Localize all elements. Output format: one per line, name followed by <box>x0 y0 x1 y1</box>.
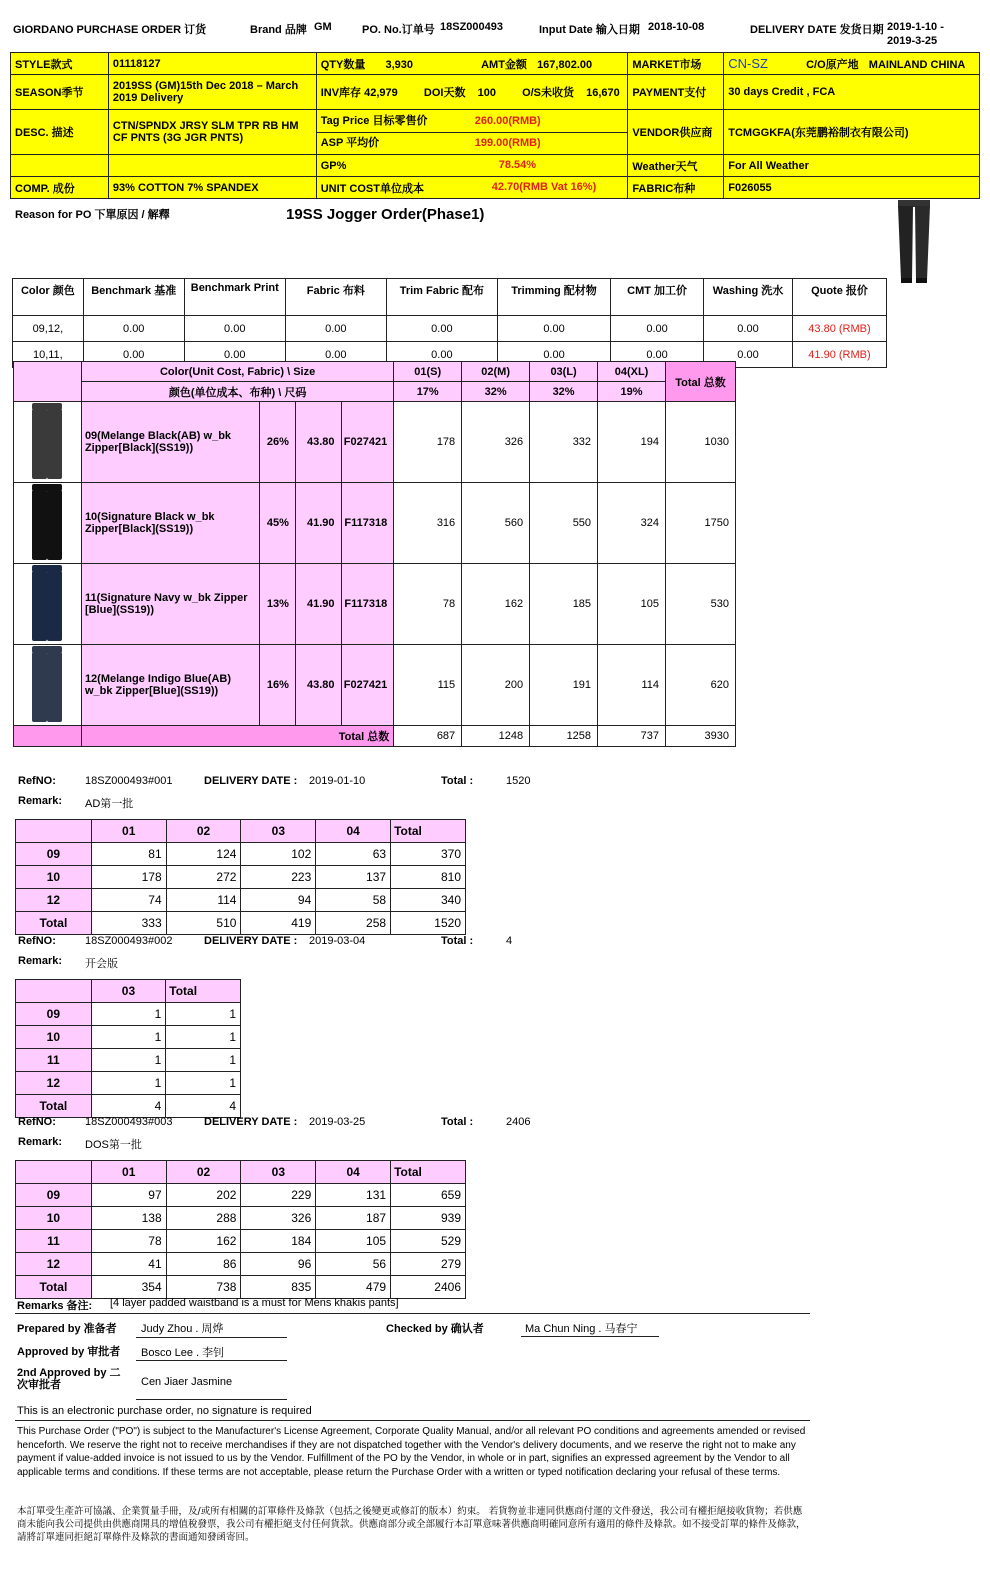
color-cost: 43.80 <box>295 402 341 483</box>
approved2-value: Cen Jiaer Jasmine <box>141 1376 233 1388</box>
cost-header-trimming: Trimming 配材物 <box>497 279 610 316</box>
table-row <box>13 316 887 342</box>
qty-cell: 332 <box>530 402 598 483</box>
col-header: 03 <box>241 1161 316 1184</box>
amt-label: AMT金额 <box>481 58 527 71</box>
reason-label: Reason for PO 下單原因 / 解釋 <box>15 209 170 221</box>
signature-line <box>136 1399 287 1400</box>
qty-cell: 185 <box>530 564 598 645</box>
input-date-value: 2018-10-08 <box>648 21 705 33</box>
gp-cell <box>316 155 628 177</box>
ref-no: 18SZ000493#003 <box>85 1116 173 1128</box>
cost-cell: 10,11, <box>13 342 84 368</box>
size-ratio: 32% <box>462 382 530 402</box>
size-ratio: 19% <box>598 382 666 402</box>
remark-label: Remark: <box>18 795 63 807</box>
qty-cell: 316 <box>394 483 462 564</box>
delivery-date-to: 2019-3-25 <box>887 35 938 47</box>
delivery-date-label: DELIVERY DATE 发货日期 <box>750 24 884 36</box>
table-row: Total 333 510 419 258 1520 <box>16 912 466 935</box>
gp-label: GP% <box>320 159 347 172</box>
jogger-pants-icon <box>896 200 932 284</box>
cost-cell: 0.00 <box>704 316 793 342</box>
qty-cell: 324 <box>598 483 666 564</box>
origin-value: MAINLAND CHINA <box>868 58 966 71</box>
comp-value: 93% COTTON 7% SPANDEX <box>108 177 316 199</box>
cost-header-cmt: CMT 加工价 <box>611 279 704 316</box>
qty-cell: 105 <box>598 564 666 645</box>
tag-price-label: Tag Price 目标零售价 <box>320 115 428 127</box>
remark-value: AD第一批 <box>85 798 134 810</box>
color-pct: 16% <box>260 645 295 726</box>
cost-header-color: Color 颜色 <box>13 279 84 316</box>
inv-value: 42,979 <box>364 87 398 99</box>
divider <box>15 1420 810 1421</box>
col-header: 01 <box>91 820 166 843</box>
table-row: 12 1 1 <box>16 1072 241 1095</box>
col-header: 02 <box>166 1161 241 1184</box>
table-row: 10 178 272 223 137 810 <box>16 866 466 889</box>
qty-cell: 200 <box>462 645 530 726</box>
table-row: 12 41 86 96 56 279 <box>16 1253 466 1276</box>
delivery-total-label: Total : <box>441 775 474 787</box>
desc-value: CTN/SPNDX JRSY SLM TPR RB HM CF PNTS (3G JGR PNTS) <box>108 110 316 155</box>
ref-no: 18SZ000493#001 <box>85 775 173 787</box>
po-title: GIORDANO PURCHASE ORDER 订货 <box>13 24 207 36</box>
remark-label: Remark: <box>18 955 63 967</box>
gp-value: 78.54% <box>498 159 537 171</box>
cost-cell: 0.00 <box>386 342 497 368</box>
signature-line <box>136 1360 287 1361</box>
qty-cell: 560 <box>462 483 530 564</box>
total-header: Total 总数 <box>665 362 735 402</box>
pants-image <box>30 403 64 479</box>
style-value: 01118127 <box>108 53 316 75</box>
qty-cell: 162 <box>462 564 530 645</box>
delivery-table-3 <box>15 1160 466 1299</box>
vendor-label: VENDOR供应商 <box>628 110 724 155</box>
style-label: STYLE款式 <box>11 53 109 75</box>
size-header: 04(XL) <box>598 362 666 382</box>
size-total: 1258 <box>530 726 598 747</box>
signature-line <box>521 1336 659 1337</box>
season-value: 2019SS (GM)15th Dec 2018 – March 2019 Delivery <box>108 75 316 110</box>
col-header: 04 <box>316 1161 391 1184</box>
doi-label: DOI天数 <box>423 87 466 99</box>
qty-value: 3,930 <box>385 58 413 71</box>
signature-line <box>136 1337 287 1338</box>
size-total: 687 <box>394 726 462 747</box>
delivery-total-label: Total : <box>441 935 474 947</box>
unit-cost-value: 42.70(RMB Vat 16%) <box>491 181 597 193</box>
doi-value: 100 <box>477 87 496 99</box>
vendor-value: TCMGGKFA(东莞鹏裕制衣有限公司) <box>724 110 980 155</box>
row-total: 530 <box>665 564 735 645</box>
color-desc: 09(Melange Black(AB) w_bk Zipper[Black](SS19)) <box>81 402 259 483</box>
table-row: Total 354 738 835 479 2406 <box>16 1276 466 1299</box>
table-row <box>14 726 736 747</box>
delivery-date-label: DELIVERY DATE : <box>204 1116 298 1128</box>
grand-total: 3930 <box>665 726 735 747</box>
order-info-grid <box>10 52 980 199</box>
color-swatch-11 <box>14 564 82 645</box>
delivery-date-label: DELIVERY DATE : <box>204 935 298 947</box>
cost-cell: 0.00 <box>184 342 285 368</box>
col-header: 03 <box>91 980 166 1003</box>
size-ratio: 32% <box>530 382 598 402</box>
origin-label: C/O原产地 <box>806 58 859 71</box>
pants-image <box>30 484 64 560</box>
brand-label: Brand 品牌 <box>250 24 307 36</box>
delivery-date-label: DELIVERY DATE : <box>204 775 298 787</box>
po-no-value: 18SZ000493 <box>440 21 503 33</box>
table-row: 10 1 1 <box>16 1026 241 1049</box>
cost-cell: 0.00 <box>285 316 386 342</box>
color-cost: 43.80 <box>295 645 341 726</box>
weather-label: Weather天气 <box>628 155 724 177</box>
comp-label: COMP. 成份 <box>11 177 109 199</box>
remarks-value: [4 layer padded waistband is a must for Mens khakis pants] <box>110 1297 399 1309</box>
delivery-date: 2019-03-04 <box>309 935 366 947</box>
color-cost: 41.90 <box>295 564 341 645</box>
fabric-label: FABRIC布种 <box>628 177 724 199</box>
delivery-date: 2019-01-10 <box>309 775 366 787</box>
col-header: 02 <box>166 820 241 843</box>
remark-value: DOS第一批 <box>85 1139 142 1151</box>
qty-cell: 550 <box>530 483 598 564</box>
color-swatch-10 <box>14 483 82 564</box>
electronic-note: This is an electronic purchase order, no signature is required <box>17 1405 312 1417</box>
prepared-label: Prepared by 准备者 <box>17 1323 117 1335</box>
market-label: MARKET市场 <box>628 53 724 75</box>
color-size-table <box>13 361 736 747</box>
delivery-total: 4 <box>506 935 513 947</box>
cost-cell: 0.00 <box>285 342 386 368</box>
table-row: 10 138 288 326 187 939 <box>16 1207 466 1230</box>
delivery-table-1 <box>15 819 466 935</box>
legal-terms-en: This Purchase Order ("PO") is subject to the Manufacturer's License Agreement, Corporate Quality Manual, and/or all relevant PO conditions and agreements amended or revised henceforth. We reserve the right not to receive merchandises if they are not dispatched together with the Vendor's delivery documents, and we reserve the right not to make any payment if value-added invoice is not issued to us by the Vendor. Fulfillment of the PO by the Vendor, in whole or in part, signifies an expressed agreement by the Vendor to all applicable terms and conditions. If these terms are not acceptable, please return the Purchase Order with a written or typed notification declaring your refusal of these terms. <box>17 1426 806 1478</box>
size-header: 03(L) <box>530 362 598 382</box>
remarks-label: Remarks 备注: <box>17 1300 93 1312</box>
pants-image <box>30 565 64 641</box>
fabric-value: F026055 <box>724 177 980 199</box>
cost-header-benchmark-print: Benchmark Print <box>184 279 285 316</box>
row-total: 1750 <box>665 483 735 564</box>
asp-label: ASP 平均价 <box>320 137 380 149</box>
table-row: 11 1 1 <box>16 1049 241 1072</box>
delivery-table-2 <box>15 979 241 1118</box>
color-pct: 13% <box>260 564 295 645</box>
size-header: 01(S) <box>394 362 462 382</box>
unit-cost-cell <box>316 177 628 199</box>
ref-no: 18SZ000493#002 <box>85 935 173 947</box>
os-label: O/S未收货 <box>522 87 575 99</box>
tag-price-value: 260.00(RMB) <box>474 115 541 127</box>
color-desc: 12(Melange Indigo Blue(AB) w_bk Zipper[Blue](SS19)) <box>81 645 259 726</box>
color-swatch-09 <box>14 402 82 483</box>
table-row: 09 81 124 102 63 370 <box>16 843 466 866</box>
cost-cell: 0.00 <box>83 316 184 342</box>
color-size-header: Color(Unit Cost, Fabric) \ Size <box>81 362 393 382</box>
delivery-date: 2019-03-25 <box>309 1116 366 1128</box>
size-total: 737 <box>598 726 666 747</box>
cost-cell: 0.00 <box>611 316 704 342</box>
input-date-label: Input Date 输入日期 <box>539 24 640 36</box>
po-no-label: PO. No.订单号 <box>362 24 435 36</box>
delivery-date-from: 2019-1-10 - <box>887 21 944 33</box>
qty-cell: 78 <box>394 564 462 645</box>
desc-label: DESC. 描述 <box>11 110 109 155</box>
color-desc: 10(Signature Black w_bk Zipper[Black](SS19)) <box>81 483 259 564</box>
color-fabric: F117318 <box>341 483 394 564</box>
checked-value: Ma Chun Ning . 马春宁 <box>525 1323 638 1335</box>
ref-label: RefNO: <box>18 775 56 787</box>
col-header: Total <box>391 820 466 843</box>
color-fabric: F027421 <box>341 402 394 483</box>
inventory-cell <box>316 75 628 110</box>
remark-label: Remark: <box>18 1136 63 1148</box>
ref-label: RefNO: <box>18 935 56 947</box>
payment-label: PAYMENT支付 <box>628 75 724 110</box>
size-total: 1248 <box>462 726 530 747</box>
cost-header-quote: Quote 报价 <box>792 279 886 316</box>
market-value: CN-SZ <box>728 55 768 71</box>
color-cost: 41.90 <box>295 483 341 564</box>
delivery-total-label: Total : <box>441 1116 474 1128</box>
cost-cell: 0.00 <box>704 342 793 368</box>
amt-value: 167,802.00 <box>537 58 593 71</box>
divider <box>15 1313 810 1314</box>
table-row <box>14 645 736 726</box>
weather-value: For All Weather <box>724 155 980 177</box>
remark-value: 开会版 <box>85 958 118 970</box>
quote-cell: 43.80 (RMB) <box>792 316 886 342</box>
cost-cell: 09,12, <box>13 316 84 342</box>
table-row: 11 78 162 184 105 529 <box>16 1230 466 1253</box>
ref-label: RefNO: <box>18 1116 56 1128</box>
qty-label: QTY数量 <box>320 58 366 71</box>
cost-cell: 0.00 <box>497 316 610 342</box>
qty-cell: 115 <box>394 645 462 726</box>
qty-amt-cell <box>316 53 628 75</box>
prepared-value: Judy Zhou . 周烨 <box>141 1323 224 1335</box>
color-pct: 45% <box>260 483 295 564</box>
asp-value: 199.00(RMB) <box>474 137 541 149</box>
cost-header-fabric: Fabric 布料 <box>285 279 386 316</box>
size-ratio: 17% <box>394 382 462 402</box>
table-row: 12 74 114 94 58 340 <box>16 889 466 912</box>
quote-cell: 41.90 (RMB) <box>792 342 886 368</box>
checked-label: Checked by 确认者 <box>386 1323 484 1335</box>
col-header: Total <box>391 1161 466 1184</box>
col-header: 01 <box>91 1161 166 1184</box>
brand-value: GM <box>314 21 332 33</box>
po-header <box>0 0 990 50</box>
price-cell <box>316 110 628 155</box>
order-title: 19SS Jogger Order(Phase1) <box>286 206 485 223</box>
delivery-total: 2406 <box>506 1116 531 1128</box>
pants-image <box>30 646 64 722</box>
table-row: 09 1 1 <box>16 1003 241 1026</box>
delivery-total: 1520 <box>506 775 531 787</box>
cost-cell: 0.00 <box>497 342 610 368</box>
approved2-label: 2nd Approved by 二次审批者 <box>17 1367 121 1391</box>
approved-value: Bosco Lee . 李钊 <box>141 1347 225 1359</box>
os-value: 16,670 <box>586 87 620 99</box>
row-total: 1030 <box>665 402 735 483</box>
size-header: 02(M) <box>462 362 530 382</box>
inv-label: INV库存 <box>320 87 362 99</box>
qty-cell: 191 <box>530 645 598 726</box>
approved-label: Approved by 审批者 <box>17 1346 121 1358</box>
cost-header-benchmark: Benchmark 基准 <box>83 279 184 316</box>
payment-value: 30 days Credit , FCA <box>724 75 980 110</box>
qty-cell: 114 <box>598 645 666 726</box>
legal-terms-cn: 本訂單受生產許可協議、企業質量手冊，及/或所有相關的訂單條件及條款（包括之後變更或修訂的版本）約束。 若貨物並非連同供應商付運的文件發送，我公司有權拒絕接收貨物；若供應商未能向我公司提供由供應商開具的增值稅發票，我公司有權拒絕支付任何貨款。供應商部分或全部履行本訂單意味著供應商明確同意所有適用的條件及條款。如不接受訂單的條件及條款，請將訂單連同拒絕訂單條件及條款的書面通知發函寄回。 <box>17 1506 806 1543</box>
color-pct: 26% <box>260 402 295 483</box>
qty-cell: 326 <box>462 402 530 483</box>
color-desc: 11(Signature Navy w_bk Zipper [Blue](SS19)) <box>81 564 259 645</box>
cost-header-washing: Washing 洗水 <box>704 279 793 316</box>
color-swatch-12 <box>14 645 82 726</box>
table-row <box>14 402 736 483</box>
color-fabric: F027421 <box>341 645 394 726</box>
cost-breakdown-table <box>12 278 887 368</box>
season-label: SEASON季节 <box>11 75 109 110</box>
col-header: 03 <box>241 820 316 843</box>
table-row: 09 97 202 229 131 659 <box>16 1184 466 1207</box>
cost-header-trim-fabric: Trim Fabric 配布 <box>386 279 497 316</box>
qty-cell: 194 <box>598 402 666 483</box>
col-header: 04 <box>316 820 391 843</box>
cost-cell: 0.00 <box>184 316 285 342</box>
cost-cell: 0.00 <box>83 342 184 368</box>
grand-total-label: Total 总数 <box>81 726 393 747</box>
cost-cell: 0.00 <box>611 342 704 368</box>
table-row <box>14 564 736 645</box>
cost-cell: 0.00 <box>386 316 497 342</box>
qty-cell: 178 <box>394 402 462 483</box>
table-row: Total 4 4 <box>16 1095 241 1118</box>
color-size-header-cn: 颜色(单位成本、布种) \ 尺码 <box>81 382 393 402</box>
col-header: Total <box>166 980 241 1003</box>
color-fabric: F117318 <box>341 564 394 645</box>
row-total: 620 <box>665 645 735 726</box>
unit-cost-label: UNIT COST单位成本 <box>320 182 424 195</box>
table-row <box>14 483 736 564</box>
market-origin-cell <box>724 53 980 75</box>
